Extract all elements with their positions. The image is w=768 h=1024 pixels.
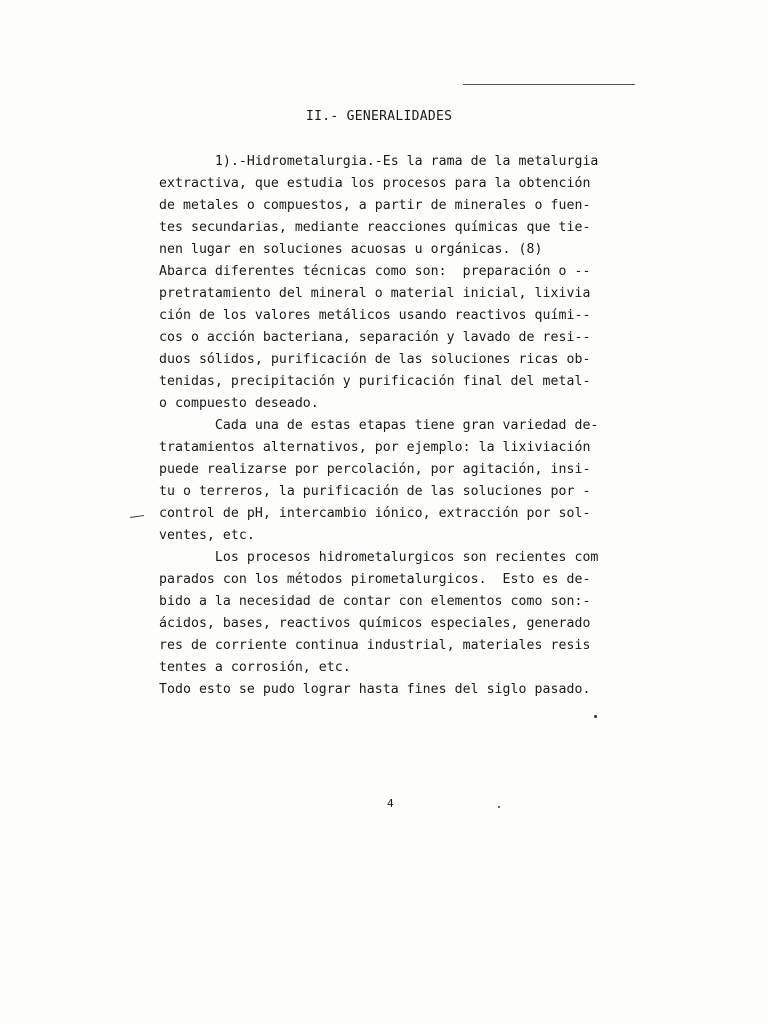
text-line: de metales o compuestos, a partir de minerales o fuen-	[159, 198, 591, 213]
text-line: parados con los métodos pirometalurgicos. Esto es de-	[159, 572, 591, 587]
body-text	[159, 151, 619, 701]
text-line: tu o terreros, la purificación de las soluciones por -	[159, 484, 591, 499]
text-line: res de corriente continua industrial, materiales resis	[159, 638, 591, 653]
text-line: 1).-Hidrometalurgia.-Es la rama de la metalurgia	[159, 154, 599, 169]
text-line: Cada una de estas etapas tiene gran variedad de-	[159, 418, 599, 433]
text-line: tenidas, precipitación y purificación final del metal-	[159, 374, 591, 389]
text-line: duos sólidos, purificación de las soluciones ricas ob-	[159, 352, 591, 367]
text-line: puede realizarse por percolación, por agitación, insi-	[159, 462, 591, 477]
text-line: tes secundarias, mediante reacciones químicas que tie-	[159, 220, 591, 235]
text-line: ción de los valores metálicos usando reactivos quími--	[159, 308, 591, 323]
text-line: pretratamiento del mineral o material inicial, lixivia	[159, 286, 591, 301]
text-line: control de pH, intercambio iónico, extracción por sol-	[159, 506, 591, 521]
text-line: cos o acción bacteriana, separación y lavado de resi--	[159, 330, 591, 345]
text-line: nen lugar en soluciones acuosas u orgánicas. (8)	[159, 242, 543, 257]
scan-speck	[498, 806, 500, 808]
text-line: Todo esto se pudo lograr hasta fines del siglo pasado.	[159, 682, 591, 697]
scan-speck	[594, 715, 597, 718]
margin-dash-mark	[130, 515, 144, 518]
page-number: 4	[387, 797, 394, 810]
text-line: extractiva, que estudia los procesos para la obtención	[159, 176, 591, 191]
text-line: bido a la necesidad de contar con elementos como son:-	[159, 594, 591, 609]
text-line: Abarca diferentes técnicas como son: preparación o --	[159, 264, 591, 279]
text-line: ventes, etc.	[159, 528, 255, 543]
text-line: tentes a corrosión, etc.	[159, 660, 351, 675]
text-line: o compuesto deseado.	[159, 396, 319, 411]
text-line: tratamientos alternativos, por ejemplo: la lixiviación	[159, 440, 591, 455]
text-line: Los procesos hidrometalurgicos son recientes com	[159, 550, 599, 565]
text-line: ácidos, bases, reactivos químicos especiales, generado	[159, 616, 591, 631]
section-heading: II.- GENERALIDADES	[306, 109, 453, 124]
top-rule-line	[463, 84, 635, 85]
